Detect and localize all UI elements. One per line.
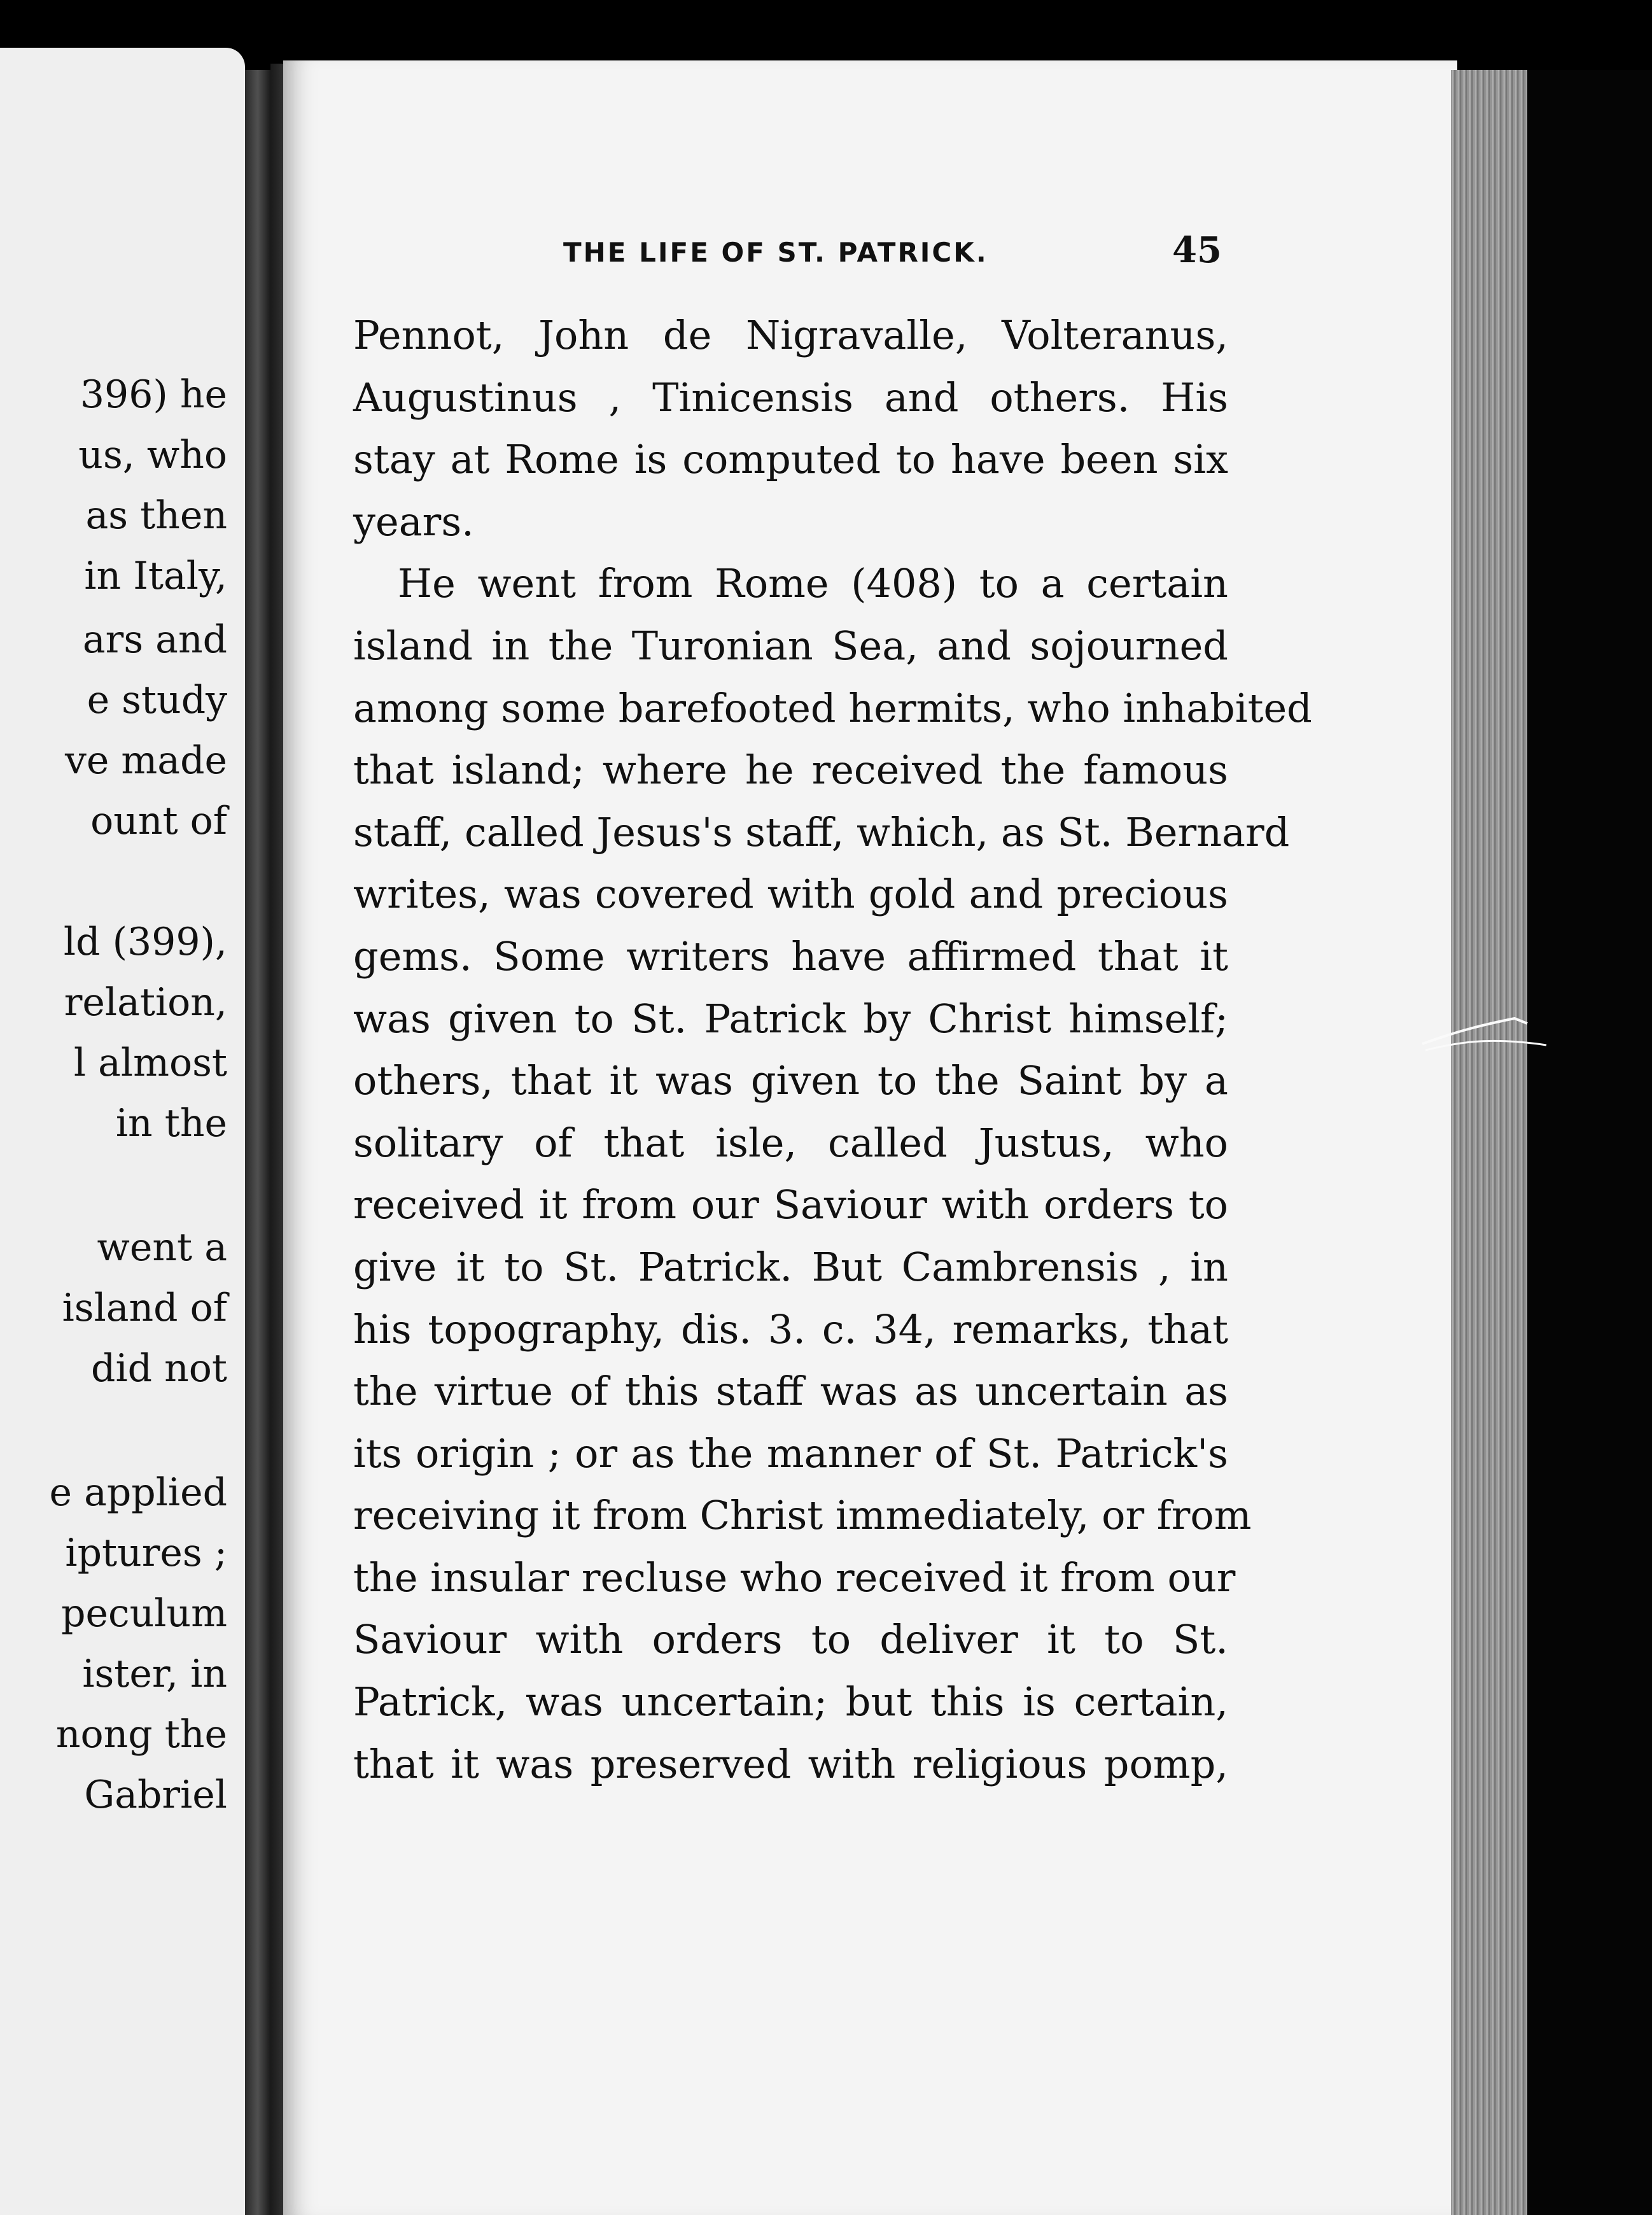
text-line: Augustinus , Tinicensis and others. His — [353, 374, 1228, 421]
left-page-edge — [245, 70, 270, 2215]
text-line: among some barefooted hermits, who inhabited — [353, 684, 1312, 731]
left-line: nong the — [55, 1712, 227, 1757]
text-line: that it was preserved with religious pomp, — [353, 1740, 1228, 1787]
left-line: peculum — [61, 1591, 227, 1636]
left-line: ars and — [82, 617, 227, 662]
text-line: writes, was covered with gold and precious — [353, 871, 1228, 918]
left-line: did not — [91, 1346, 227, 1391]
left-line: e applied — [49, 1470, 227, 1515]
page-number: 45 — [1172, 229, 1222, 271]
text-line: others, that it was given to the Saint by a — [353, 1057, 1228, 1104]
left-line: Gabriel — [84, 1773, 227, 1817]
text-line: staff, called Jesus's staff, which, as St. Bernard — [353, 808, 1290, 855]
left-line: iptures ; — [65, 1531, 227, 1575]
running-header: THE LIFE OF ST. PATRICK. — [563, 237, 988, 268]
text-line: stay at Rome is computed to have been six — [353, 436, 1228, 483]
page-block-edges — [1451, 70, 1527, 2215]
left-line: 396) he — [80, 372, 227, 417]
left-page — [0, 48, 245, 2215]
text-line: solitary of that isle, called Justus, who — [353, 1119, 1228, 1166]
left-line: relation, — [64, 980, 227, 1025]
text-line: Saviour with orders to deliver it to St. — [353, 1616, 1228, 1663]
text-line: that island; where he received the famous — [353, 747, 1228, 794]
text-line: its origin ; or as the manner of St. Patrick's — [353, 1430, 1228, 1477]
text-line: Pennot, John de Nigravalle, Volteranus, — [353, 312, 1228, 358]
left-line: ister, in — [82, 1652, 227, 1696]
left-line: island of — [62, 1286, 227, 1330]
paper-scratch-marks — [1419, 1006, 1553, 1082]
text-line: give it to St. Patrick. But Cambrensis , in — [353, 1243, 1228, 1290]
left-line: l almost — [73, 1041, 227, 1085]
left-line: in Italy, — [84, 554, 227, 598]
text-line: the virtue of this staff was as uncertain as — [353, 1368, 1228, 1415]
left-line: e study — [87, 678, 227, 722]
text-line: was given to St. Patrick by Christ himself; — [353, 995, 1228, 1042]
left-line: ount of — [90, 799, 227, 843]
text-line: He went from Rome (408) to a certain — [398, 560, 1228, 607]
text-line: his topography, dis. 3. c. 34, remarks, that — [353, 1305, 1228, 1353]
left-line: us, who — [78, 433, 227, 477]
text-line: years. — [353, 498, 474, 545]
text-line: received it from our Saviour with orders to — [353, 1181, 1228, 1228]
background-shadow — [1527, 70, 1652, 2215]
text-line: island in the Turonian Sea, and sojourned — [353, 622, 1228, 669]
left-page-text — [0, 48, 245, 2215]
left-line: ve made — [64, 738, 227, 783]
left-line: as then — [85, 493, 227, 538]
body-text — [353, 304, 1312, 1795]
left-line: in the — [115, 1101, 227, 1146]
text-line: receiving it from Christ immediately, or from — [353, 1492, 1252, 1539]
text-line: Patrick, was uncertain; but this is certain, — [353, 1678, 1228, 1726]
text-line: gems. Some writers have affirmed that it — [353, 932, 1228, 980]
text-line: the insular recluse who received it from our — [353, 1554, 1236, 1601]
left-line: went a — [97, 1225, 227, 1270]
left-line: ld (399), — [63, 920, 227, 964]
